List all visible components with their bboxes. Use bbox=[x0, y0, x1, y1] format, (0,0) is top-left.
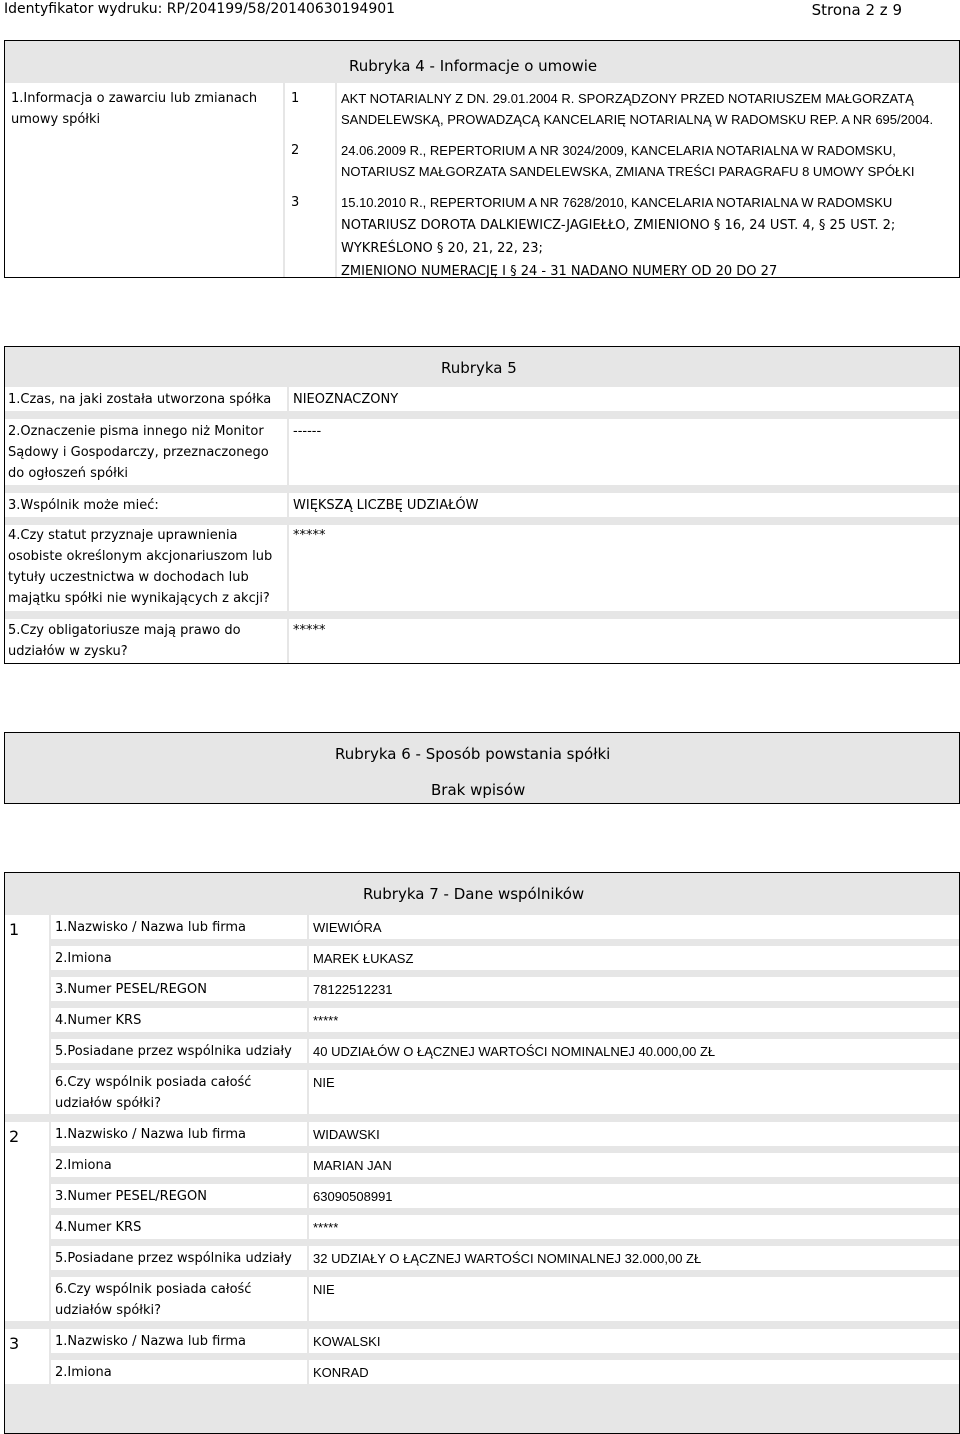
field-row bbox=[5, 419, 287, 485]
partner-field-row bbox=[51, 915, 307, 939]
field-label: 3.Wspólnik może mieć: bbox=[8, 498, 159, 513]
field-value: NIEOZNACZONY bbox=[293, 392, 399, 407]
entry-number: 3 bbox=[291, 195, 300, 210]
field-label: umowy spółki bbox=[11, 112, 101, 127]
field-value: MARIAN JAN bbox=[313, 1158, 392, 1173]
partner-field-value-cell bbox=[309, 946, 959, 970]
field-label: 1.Czas, na jaki została utworzona spółka bbox=[8, 392, 272, 407]
field-value: 32 UDZIAŁY O ŁĄCZNEJ WARTOŚCI NOMINALNEJ 32.000,00 ZŁ bbox=[313, 1251, 702, 1266]
field-value-cell bbox=[289, 419, 959, 485]
entry-text-cell bbox=[337, 83, 959, 277]
field-value: ------ bbox=[293, 424, 322, 439]
partner-field-row bbox=[51, 1122, 307, 1146]
entry-line: 15.10.2010 R., REPERTORIUM A NR 7628/2010, KANCELARIA NOTARIALNA W RADOMSKU bbox=[341, 195, 893, 210]
partner-field-value-cell bbox=[309, 1039, 959, 1063]
partner-field-row bbox=[51, 946, 307, 970]
field-label: 1.Nazwisko / Nazwa lub firma bbox=[55, 1127, 247, 1142]
partner-field-row bbox=[51, 1039, 307, 1063]
partner-field-row bbox=[51, 1184, 307, 1208]
entry-line: ZMIENIONO NUMERACJĘ I § 24 - 31 NADANO NUMERY OD 20 DO 27 bbox=[341, 264, 778, 279]
field-label: 1.Nazwisko / Nazwa lub firma bbox=[55, 1334, 247, 1349]
field-label: 6.Czy wspólnik posiada całość udziałów spółki? bbox=[55, 1282, 252, 1318]
empty-entries: Brak wpisów bbox=[431, 781, 526, 799]
field-value: ***** bbox=[293, 528, 326, 543]
partner-number-cell bbox=[5, 915, 49, 1114]
field-value-cell bbox=[289, 525, 959, 611]
field-label: 5.Posiadane przez wspólnika udziały bbox=[55, 1044, 292, 1059]
field-value: ***** bbox=[293, 623, 326, 638]
field-label: 1.Informacja o zawarciu lub zmianach bbox=[11, 91, 258, 106]
entry-line: NOTARIUSZ MAŁGORZATA SANDELEWSKA, ZMIANA TREŚCI PARAGRAFU 8 UMOWY SPÓŁKI bbox=[341, 164, 915, 179]
field-value: ***** bbox=[313, 1013, 339, 1028]
field-row bbox=[5, 525, 287, 611]
field-row bbox=[5, 619, 287, 663]
field-label: 3.Numer PESEL/REGON bbox=[55, 982, 207, 997]
section-rubryka-6 bbox=[4, 732, 960, 804]
field-value: WIĘKSZĄ LICZBĘ UDZIAŁÓW bbox=[293, 498, 479, 513]
partner-field-value-cell bbox=[309, 977, 959, 1001]
partner-number-cell bbox=[5, 1329, 49, 1384]
field-value: KOWALSKI bbox=[313, 1334, 381, 1349]
section-rubryka-7 bbox=[4, 872, 960, 1434]
partner-field-value-cell bbox=[309, 1122, 959, 1146]
partner-number: 2 bbox=[9, 1127, 20, 1146]
section-rubryka-4 bbox=[4, 40, 960, 278]
section-title: Rubryka 7 - Dane wspólników bbox=[363, 885, 585, 903]
partner-field-row bbox=[51, 1329, 307, 1353]
field-label: 3.Numer PESEL/REGON bbox=[55, 1189, 207, 1204]
partner-field-value-cell bbox=[309, 1329, 959, 1353]
entry-num-cell bbox=[285, 83, 335, 277]
field-value-cell bbox=[289, 619, 959, 663]
partner-number-cell bbox=[5, 1122, 49, 1321]
label-cell bbox=[5, 83, 283, 277]
partner-field-value-cell bbox=[309, 1215, 959, 1239]
partner-field-row bbox=[51, 1215, 307, 1239]
field-value-cell bbox=[289, 493, 959, 517]
partner-field-value-cell bbox=[309, 1277, 959, 1321]
field-label: 2.Imiona bbox=[55, 951, 112, 966]
field-value: WIDAWSKI bbox=[313, 1127, 380, 1142]
partner-field-row bbox=[51, 1277, 307, 1321]
field-label: 2.Oznaczenie pisma innego niż Monitor Sądowy i Gospodarczy, przeznaczonego do ogłoszeń spółki bbox=[8, 424, 269, 481]
field-label: 1.Nazwisko / Nazwa lub firma bbox=[55, 920, 247, 935]
partner-field-value-cell bbox=[309, 1008, 959, 1032]
partner-field-value-cell bbox=[309, 1360, 959, 1384]
field-value: NIE bbox=[313, 1075, 335, 1090]
entry-line: NOTARIUSZ DOROTA DALKIEWICZ-JAGIEŁŁO, ZMIENIONO § 16, 24 UST. 4, § 25 UST. 2; bbox=[341, 218, 896, 233]
partner-number: 3 bbox=[9, 1334, 20, 1353]
field-value: ***** bbox=[313, 1220, 339, 1235]
partner-field-value-cell bbox=[309, 1184, 959, 1208]
entry-line: 24.06.2009 R., REPERTORIUM A NR 3024/2009, KANCELARIA NOTARIALNA W RADOMSKU, bbox=[341, 143, 896, 158]
partner-field-row bbox=[51, 1070, 307, 1114]
partner-number: 1 bbox=[9, 920, 20, 939]
partner-field-row bbox=[51, 1153, 307, 1177]
field-label: 4.Czy statut przyznaje uprawnienia osobiste określonym akcjonariuszom lub tytuły uczestnictwa w dochodach lub majątku spółki nie wynikających z akcji? bbox=[8, 528, 273, 606]
field-label: 4.Numer KRS bbox=[55, 1013, 142, 1028]
section-title: Rubryka 4 - Informacje o umowie bbox=[349, 57, 598, 75]
partner-field-row bbox=[51, 1008, 307, 1032]
partner-field-row bbox=[51, 977, 307, 1001]
field-row bbox=[5, 387, 287, 411]
partner-field-value-cell bbox=[309, 1246, 959, 1270]
field-row bbox=[5, 493, 287, 517]
entry-line: WYKREŚLONO § 20, 21, 22, 23; bbox=[341, 241, 543, 256]
field-value: 40 UDZIAŁÓW O ŁĄCZNEJ WARTOŚCI NOMINALNEJ 40.000,00 ZŁ bbox=[313, 1044, 716, 1059]
field-label: 6.Czy wspólnik posiada całość udziałów spółki? bbox=[55, 1075, 252, 1111]
field-value: KONRAD bbox=[313, 1365, 369, 1380]
field-label: 5.Posiadane przez wspólnika udziały bbox=[55, 1251, 292, 1266]
field-label: 4.Numer KRS bbox=[55, 1220, 142, 1235]
field-value: WIEWIÓRA bbox=[313, 920, 382, 935]
entry-number: 1 bbox=[291, 91, 300, 106]
section-title: Rubryka 6 - Sposób powstania spółki bbox=[335, 745, 611, 763]
field-label: 5.Czy obligatoriusze mają prawo do udziałów w zysku? bbox=[8, 623, 241, 659]
entry-number: 2 bbox=[291, 143, 300, 158]
field-value-cell bbox=[289, 387, 959, 411]
field-label: 2.Imiona bbox=[55, 1365, 112, 1380]
partner-field-row bbox=[51, 1360, 307, 1384]
partner-field-value-cell bbox=[309, 915, 959, 939]
field-label: 2.Imiona bbox=[55, 1158, 112, 1173]
partner-field-value-cell bbox=[309, 1070, 959, 1114]
partner-field-row bbox=[51, 1246, 307, 1270]
entry-line: SANDELEWSKĄ, PROWADZĄCĄ KANCELARIĘ NOTARIALNĄ W RADOMSKU REP. A NR 695/2004. bbox=[341, 112, 934, 127]
field-value: NIE bbox=[313, 1282, 335, 1297]
page-number: Strona 2 z 9 bbox=[811, 1, 902, 19]
entry-line: AKT NOTARIALNY Z DN. 29.01.2004 R. SPORZĄDZONY PRZED NOTARIUSZEM MAŁGORZATĄ bbox=[341, 91, 914, 106]
field-value: 78122512231 bbox=[313, 982, 393, 997]
print-identifier: Identyfikator wydruku: RP/204199/58/20140630194901 bbox=[4, 1, 396, 17]
section-rubryka-5 bbox=[4, 346, 960, 664]
field-value: 63090508991 bbox=[313, 1189, 393, 1204]
partner-field-value-cell bbox=[309, 1153, 959, 1177]
section-title: Rubryka 5 bbox=[441, 359, 517, 377]
field-value: MAREK ŁUKASZ bbox=[313, 951, 414, 966]
